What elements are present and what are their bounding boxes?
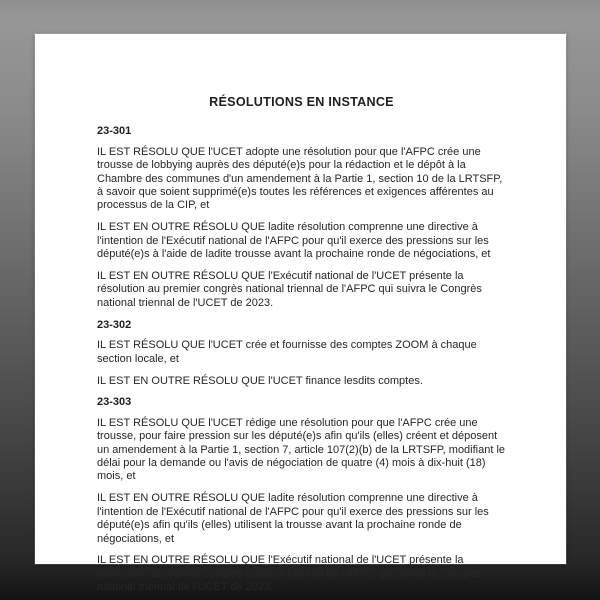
resolution-number: 23-303	[97, 396, 132, 409]
resolution-number: 23-302	[97, 318, 132, 331]
resolution-clause: IL EST EN OUTRE RÉSOLU QUE l'Exécutif national de l'UCET présente la résolution au premier congrès national triennal de l'AFPC qui suivra le Congrès national triennal de l'UCET de 2023.	[97, 554, 482, 594]
resolution-clause: IL EST RÉSOLU QUE l'UCET rédige une résolution pour que l'AFPC crée une trousse, pour faire pression sur les député(e)s afin qu'ils (elles) créent et déposent un amendement à la Partie 1, section 7, article 107(2)(b) de la LRTSFP, modifiant le délai pour la demande ou l'avis de négociation de quatre (4) mois à dix-huit (18) mois, et	[97, 416, 506, 483]
resolution-number: 23-301	[97, 125, 132, 138]
document-title: RÉSOLUTIONS EN INSTANCE	[209, 95, 394, 109]
resolution-section-23-303	[97, 396, 506, 594]
document-page	[35, 34, 566, 594]
resolution-section-23-302	[97, 319, 506, 388]
resolution-clause: IL EST EN OUTRE RÉSOLU QUE l'Exécutif national de l'UCET présente la résolution au premier congrès national triennal de l'AFPC qui suivra le Congrès national triennal de l'UCET de 2023.	[97, 270, 482, 309]
resolution-clause: IL EST RÉSOLU QUE l'UCET crée et fournisse des comptes ZOOM à chaque section locale, et	[97, 339, 477, 365]
resolution-clause: IL EST EN OUTRE RÉSOLU QUE l'UCET finance lesdits comptes.	[97, 374, 423, 387]
resolution-clause: IL EST EN OUTRE RÉSOLU QUE ladite résolution comprenne une directive à l'intention de l'Exécutif national de l'AFPC pour qu'il exerce des pressions sur les député(e)s afin qu'ils (elles) utilisent la trousse avant la prochaine ronde de négociations, et	[97, 492, 489, 545]
resolution-clause: IL EST RÉSOLU QUE l'UCET adopte une résolution pour que l'AFPC crée une trousse de lobbying auprès des député(e)s pour la rédaction et le dépôt à la Chambre des communes d'un amendement à la Partie 1, section 10 de la LRTSFP, à savoir que soient supprimé(e)s toutes les références et exigences afférentes au processus de la CIP, et	[97, 145, 503, 212]
resolution-clause: IL EST EN OUTRE RÉSOLU QUE ladite résolution comprenne une directive à l'intention de l'Exécutif national de l'AFPC pour qu'il exerce des pressions sur les député(e)s à l'aide de ladite trousse avant la prochaine ronde de négociations, et	[97, 221, 491, 261]
resolution-section-23-301	[97, 125, 506, 310]
